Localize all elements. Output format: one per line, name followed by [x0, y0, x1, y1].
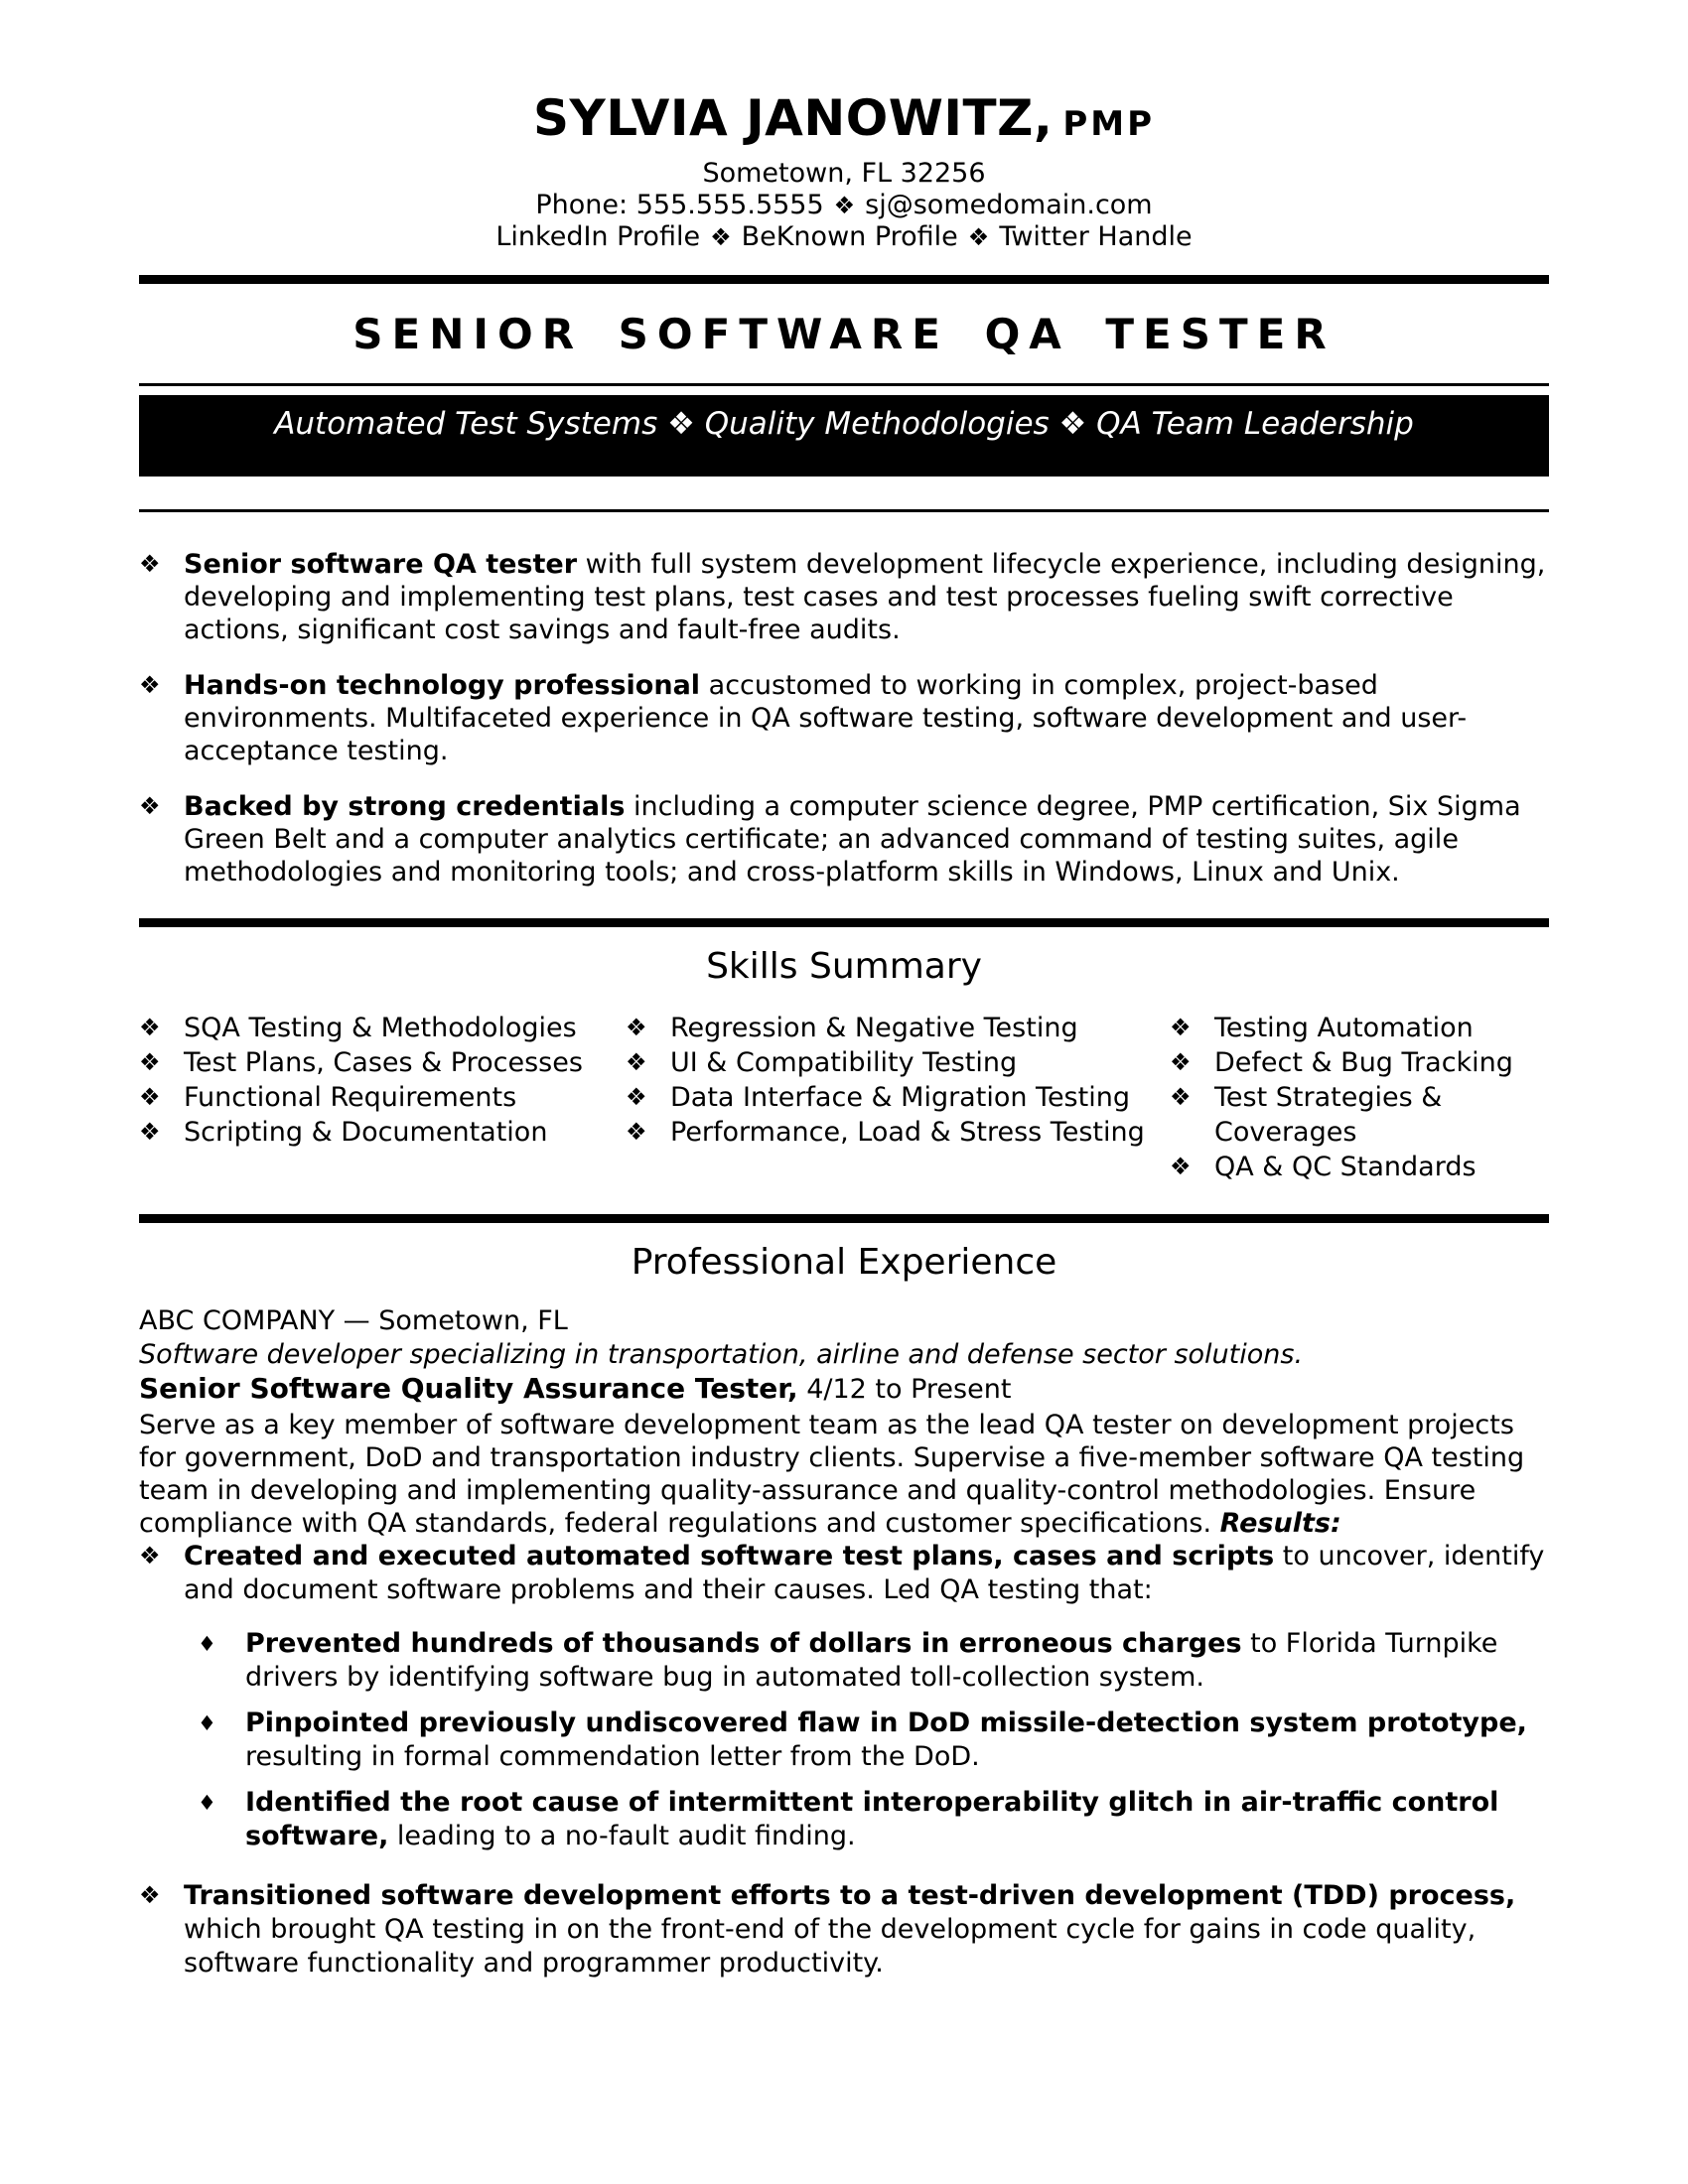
experience-bullet-text	[184, 1540, 1549, 1607]
skills-list	[139, 1011, 626, 1150]
contact-profiles-line	[139, 221, 1549, 253]
small-diamond-bullet-icon: ♦	[198, 1710, 216, 1735]
divider-thin-above-banner	[139, 383, 1549, 386]
diamond-bullet-icon: ❖	[626, 1082, 647, 1111]
divider-thick-skills	[139, 918, 1549, 927]
experience-sub-bullet	[194, 1627, 1549, 1695]
skill-item	[1170, 1045, 1549, 1080]
divider-thin-below-banner	[139, 509, 1549, 512]
skills-columns	[139, 1011, 1549, 1184]
skill-label: SQA Testing & Methodologies	[184, 1012, 577, 1043]
contact-email-link[interactable]: sj@somedomain.com	[865, 190, 1153, 220]
diamond-bullet-icon: ❖	[139, 791, 161, 820]
diamond-bullet-icon: ❖	[1170, 1047, 1192, 1076]
skill-label: UI & Compatibility Testing	[670, 1046, 1018, 1078]
candidate-name-text: SYLVIA JANOWITZ,	[532, 89, 1054, 147]
diamond-bullet-icon: ❖	[139, 1082, 161, 1111]
experience-bullet	[139, 1879, 1549, 1980]
skill-label: Defect & Bug Tracking	[1214, 1046, 1513, 1078]
company-line: ABC COMPANY — Sometown, FL	[139, 1304, 568, 1336]
experience-bullet-rest: which brought QA testing in on the front-end of the development cycle for gains in code quality, software functionality and programmer productivity.	[184, 1913, 1477, 1979]
skill-item	[1170, 1080, 1549, 1150]
sub-bullet-rest: to Florida Turnpike drivers by identifying software bug in automated toll-collection system.	[245, 1627, 1498, 1693]
job-description	[139, 1409, 1549, 1540]
experience-bullet-lead: Created and executed automated software test plans, cases and scripts	[184, 1540, 1275, 1571]
experience-bullet-lead: Transitioned software development efforts to a test-driven development (TDD) process,	[184, 1879, 1516, 1911]
skills-column-1	[139, 1011, 626, 1184]
sub-bullet-rest: resulting in formal commendation letter from the DoD.	[245, 1740, 980, 1772]
job-dates: 4/12 to Present	[797, 1373, 1012, 1405]
sub-bullet-rest: leading to a no-fault audit finding.	[388, 1820, 856, 1851]
summary-section	[139, 548, 1549, 888]
diamond-bullet-icon: ❖	[626, 1117, 647, 1146]
summary-item-rest: including a computer science degree, PMP certification, Six Sigma Green Belt and a computer analytics certificate; an advanced command of testing suites, agile methodologies and monitoring tools; and cross-platform skills in Windows, Linux and Unix.	[184, 790, 1521, 887]
experience-bullets	[139, 1540, 1549, 1607]
contact-phone: Phone: 555.555.5555	[535, 190, 824, 220]
summary-item-text	[184, 548, 1549, 646]
diamond-bullet-icon: ❖	[139, 1117, 161, 1146]
job-description-text: Serve as a key member of software development team as the lead QA tester on development projects for government, DoD and transportation industry clients. Supervise a five-member software QA testing team in developing and implementing quality-assurance and quality-control methodologies. Ensure compliance with QA standards, federal regulations and customer specifications.	[139, 1409, 1525, 1539]
results-label: Results:	[1219, 1507, 1341, 1539]
summary-item-lead: Senior software QA tester	[184, 548, 578, 580]
diamond-separator-icon: ❖	[967, 223, 990, 251]
sub-bullet-lead: Pinpointed previously undiscovered flaw in DoD missile-detection system prototype,	[245, 1706, 1527, 1738]
summary-item-rest: accustomed to working in complex, project-based environments. Multifaceted experience in QA software testing, software development and user-acceptance testing.	[184, 669, 1468, 766]
diamond-bullet-icon: ❖	[626, 1013, 647, 1041]
summary-item-text	[184, 790, 1549, 888]
skill-item	[1170, 1150, 1549, 1184]
skill-item	[139, 1011, 626, 1045]
experience-heading: Professional Experience	[631, 1241, 1057, 1283]
summary-item-lead: Hands-on technology professional	[184, 669, 701, 701]
candidate-credential: PMP	[1062, 104, 1156, 144]
skills-list	[1170, 1011, 1549, 1184]
resume-header	[139, 91, 1549, 253]
skill-label: Data Interface & Migration Testing	[670, 1081, 1130, 1113]
skill-label: Scripting & Documentation	[184, 1116, 548, 1148]
summary-item	[139, 669, 1549, 767]
diamond-bullet-icon: ❖	[1170, 1152, 1192, 1180]
skill-label: Test Plans, Cases & Processes	[184, 1046, 583, 1078]
diamond-bullet-icon: ❖	[139, 1013, 161, 1041]
diamond-bullet-icon: ❖	[1170, 1013, 1192, 1041]
small-diamond-bullet-icon: ♦	[198, 1790, 216, 1815]
linkedin-profile-link[interactable]: LinkedIn Profile	[495, 221, 701, 252]
summary-item-rest: with full system development lifecycle experience, including designing, developing and implementing test plans, test cases and test processes fueling swift corrective actions, significant cost savings and fault-free audits.	[184, 548, 1546, 645]
skill-label: QA & QC Standards	[1214, 1151, 1477, 1182]
skills-column-2	[626, 1011, 1170, 1184]
specialty-banner	[139, 395, 1549, 476]
summary-item	[139, 548, 1549, 646]
experience-bullet-text	[184, 1879, 1549, 1980]
experience-sub-bullets	[139, 1627, 1549, 1853]
experience-bullet-rest: to uncover, identify and document software problems and their causes. Led QA testing that:	[184, 1540, 1545, 1605]
divider-thick-top	[139, 275, 1549, 284]
specialty-banner-text: Automated Test Systems ❖ Quality Methodologies ❖ QA Team Leadership	[274, 406, 1414, 443]
skill-item	[1170, 1011, 1549, 1045]
experience-bullets-2	[139, 1879, 1549, 1980]
job-title-line	[139, 1372, 1549, 1407]
sub-bullet-lead: Identified the root cause of intermittent interoperability glitch in air-traffic control software,	[245, 1786, 1499, 1851]
role-title: SENIOR SOFTWARE QA TESTER	[352, 310, 1336, 358]
skill-item	[626, 1080, 1170, 1115]
skill-label: Test Strategies & Coverages	[1214, 1081, 1443, 1148]
summary-item-text	[184, 669, 1549, 767]
diamond-separator-icon: ❖	[710, 223, 732, 251]
beknown-profile-link[interactable]: BeKnown Profile	[741, 221, 958, 252]
skill-item	[139, 1045, 626, 1080]
company-tagline: Software developer specializing in transportation, airline and defense sector solutions.	[139, 1338, 1304, 1370]
diamond-bullet-icon: ❖	[139, 670, 161, 699]
summary-item-lead: Backed by strong credentials	[184, 790, 626, 822]
experience-sub-bullet	[194, 1706, 1549, 1774]
skill-item	[626, 1011, 1170, 1045]
skill-label: Testing Automation	[1214, 1012, 1474, 1043]
diamond-bullet-icon: ❖	[139, 1541, 161, 1570]
sub-bullet-lead: Prevented hundreds of thousands of dollars in erroneous charges	[245, 1627, 1242, 1659]
twitter-handle-link[interactable]: Twitter Handle	[999, 221, 1193, 252]
summary-list	[139, 548, 1549, 888]
diamond-separator-icon: ❖	[833, 192, 856, 219]
contact-phone-email-line	[139, 190, 1549, 221]
candidate-name	[139, 91, 1549, 146]
contact-block	[139, 158, 1549, 253]
skill-item	[139, 1115, 626, 1150]
job-title: Senior Software Quality Assurance Tester,	[139, 1371, 798, 1405]
contact-location: Sometown, FL 32256	[702, 158, 986, 189]
diamond-bullet-icon: ❖	[139, 1880, 161, 1909]
sub-bullet-text	[245, 1786, 1549, 1853]
skills-list	[626, 1011, 1170, 1150]
skill-label: Functional Requirements	[184, 1081, 517, 1113]
summary-item	[139, 790, 1549, 888]
skill-item	[626, 1045, 1170, 1080]
skill-label: Performance, Load & Stress Testing	[670, 1116, 1145, 1148]
sub-bullet-text	[245, 1627, 1549, 1695]
small-diamond-bullet-icon: ♦	[198, 1631, 216, 1656]
diamond-bullet-icon: ❖	[626, 1047, 647, 1076]
sub-bullet-text	[245, 1706, 1549, 1774]
experience-sub-bullet	[194, 1786, 1549, 1853]
skills-heading: Skills Summary	[706, 945, 982, 987]
skill-label: Regression & Negative Testing	[670, 1012, 1078, 1043]
experience-bullet	[139, 1540, 1549, 1607]
diamond-bullet-icon: ❖	[139, 549, 161, 578]
skill-item	[139, 1080, 626, 1115]
diamond-bullet-icon: ❖	[139, 1047, 161, 1076]
skills-column-3	[1170, 1011, 1549, 1184]
divider-thick-experience	[139, 1214, 1549, 1223]
skill-item	[626, 1115, 1170, 1150]
diamond-bullet-icon: ❖	[1170, 1082, 1192, 1111]
